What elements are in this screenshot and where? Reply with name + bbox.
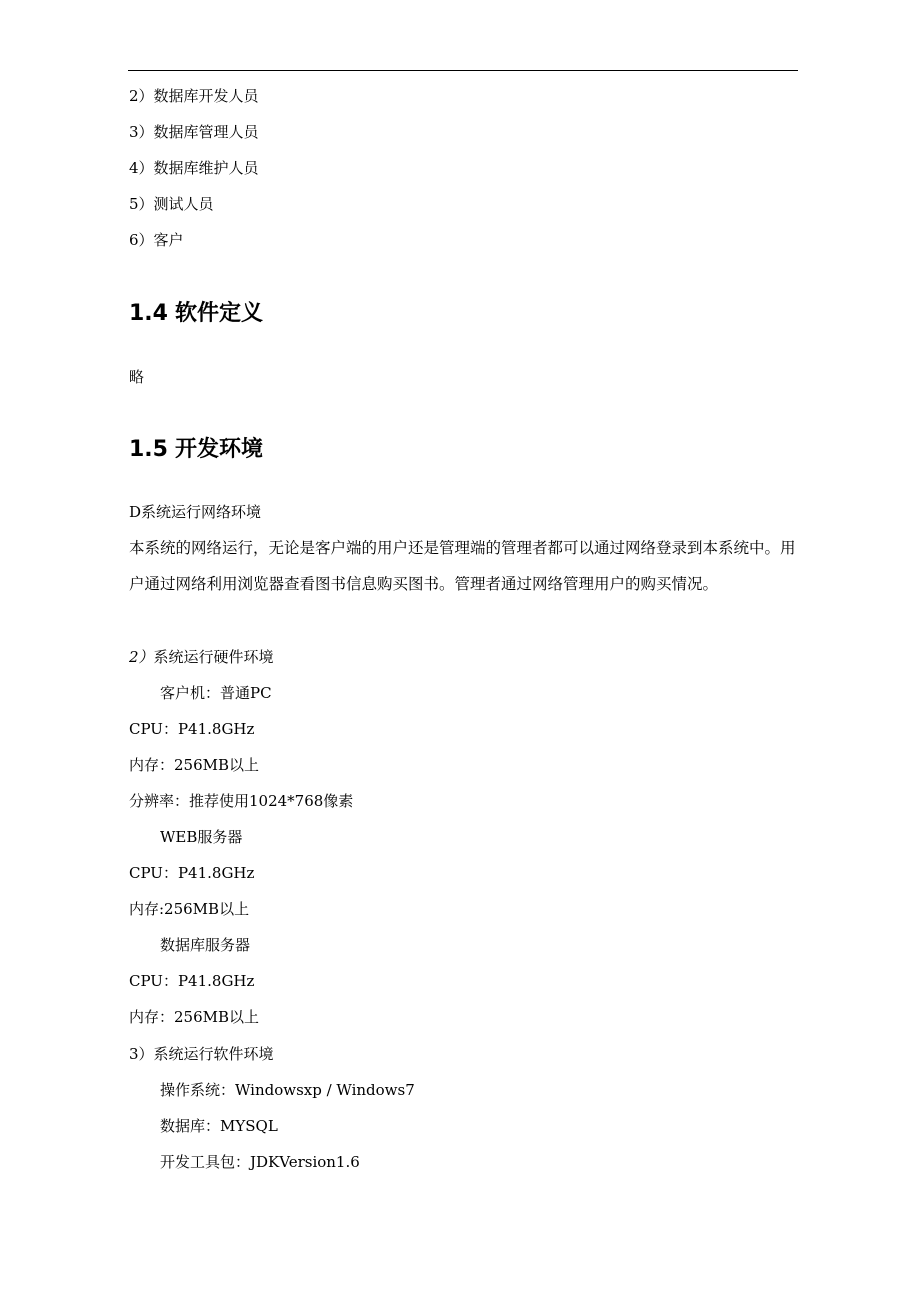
section-body: 略 xyxy=(129,368,145,386)
client-cpu: CPU：P41.8GHz xyxy=(129,720,255,738)
section-title: 软件定义 xyxy=(175,301,264,326)
web-memory: 内存:256MB以上 xyxy=(129,900,250,918)
db-server-label: 数据库服务器 xyxy=(160,936,251,954)
software-heading: 3）系统运行软件环境 xyxy=(129,1045,274,1063)
section-heading-1-4 xyxy=(129,300,263,328)
web-server-label: WEB服务器 xyxy=(160,828,243,846)
list-item: 4）数据库维护人员 xyxy=(129,159,259,177)
list-item: 2）数据库开发人员 xyxy=(129,87,259,105)
section-number: 1.5 xyxy=(129,437,168,462)
hardware-heading-number: 2） xyxy=(129,648,154,666)
client-label: 客户机：普通PC xyxy=(160,684,272,702)
list-item: 3）数据库管理人员 xyxy=(129,123,259,141)
network-paragraph: 本系统的网络运行，无论是客户端的用户还是管理端的管理者都可以通过网络登录到本系统中。用户通过网络利用浏览器查看图书信息购买图书。管理者通过网络管理用户的购买情况。 xyxy=(129,539,796,593)
hardware-heading xyxy=(129,647,274,667)
section-title: 开发环境 xyxy=(175,437,264,462)
list-item: 5）测试人员 xyxy=(129,195,214,213)
toolkit-line: 开发工具包：JDKVersion1.6 xyxy=(160,1153,360,1171)
header-rule xyxy=(128,70,798,71)
section-heading-1-5 xyxy=(129,436,263,464)
db-cpu: CPU：P41.8GHz xyxy=(129,972,255,990)
network-heading: D系统运行网络环境 xyxy=(129,503,262,521)
database-line: 数据库：MYSQL xyxy=(160,1117,278,1135)
db-memory: 内存：256MB以上 xyxy=(129,1008,260,1026)
hardware-heading-text: 系统运行硬件环境 xyxy=(153,648,274,666)
list-item: 6）客户 xyxy=(129,231,184,249)
os-line: 操作系统：Windowsxp / Windows7 xyxy=(160,1081,415,1099)
client-memory: 内存：256MB以上 xyxy=(129,756,260,774)
web-cpu: CPU：P41.8GHz xyxy=(129,864,255,882)
section-number: 1.4 xyxy=(129,301,168,326)
client-resolution: 分辨率：推荐使用1024*768像素 xyxy=(129,792,354,810)
